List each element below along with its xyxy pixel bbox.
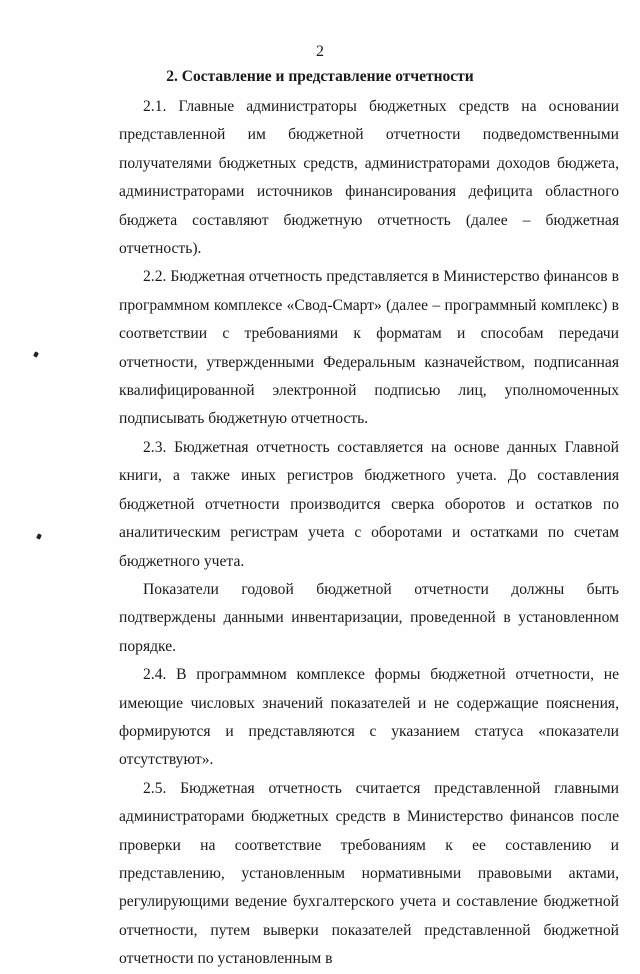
paragraph-2-4: 2.4. В программном комплексе формы бюджетной отчетности, не имеющие числовых значений показателей и не содержащие пояснения, формируются и представляются с указанием статуса «показатели отсутствуют». (119, 666, 619, 769)
paragraph-2-2: 2.2. Бюджетная отчетность представляется в Министерство финансов в программном комплексе «Свод-Смарт» (далее – программный комплекс) в соответствии с требованиями к форматам и способам передачи отчетности, утвержденными Федеральным казначейством, подписанная квалифицированной электронной подписью лиц, уполномоченных подписывать бюджетную отчетность. (119, 268, 619, 428)
document-body (119, 93, 619, 974)
scan-speck (33, 351, 39, 357)
paragraph-2-1: 2.1. Главные администраторы бюджетных средств на основании представленной им бюджетной отчетности подведомственными получателями бюджетных средств, администраторами доходов бюджета, администраторами источников финансирования дефицита областного бюджета составляют бюджетную отчетность (далее – бюджетная отчетность). (119, 98, 619, 258)
paragraph-2-5: 2.5. Бюджетная отчетность считается представленной главными администраторами бюджетных средств в Министерство финансов после проверки на соответствие требованиям к ее составлению и представлению, установленным нормативными правовыми актами, регулирующими ведение бухгалтерского учета и составление бюджетной отчетности, путем выверки показателей представленной бюджетной отчетности по установленным в (119, 779, 619, 968)
paragraph-2-3: 2.3. Бюджетная отчетность составляется на основе данных Главной книги, а также иных регистров бюджетного учета. До составления бюджетной отчетности производится сверка оборотов и остатков по аналитическим регистрам учета с оборотами и остатками по счетам бюджетного учета. (119, 438, 619, 570)
section-title: 2. Составление и представление отчетности (166, 68, 474, 85)
page-number: 2 (316, 43, 324, 60)
paragraph-inventory: Показатели годовой бюджетной отчетности должны быть подтверждены данными инвентаризации, проведенной в установленном порядке. (119, 580, 619, 655)
scan-speck (36, 533, 42, 539)
